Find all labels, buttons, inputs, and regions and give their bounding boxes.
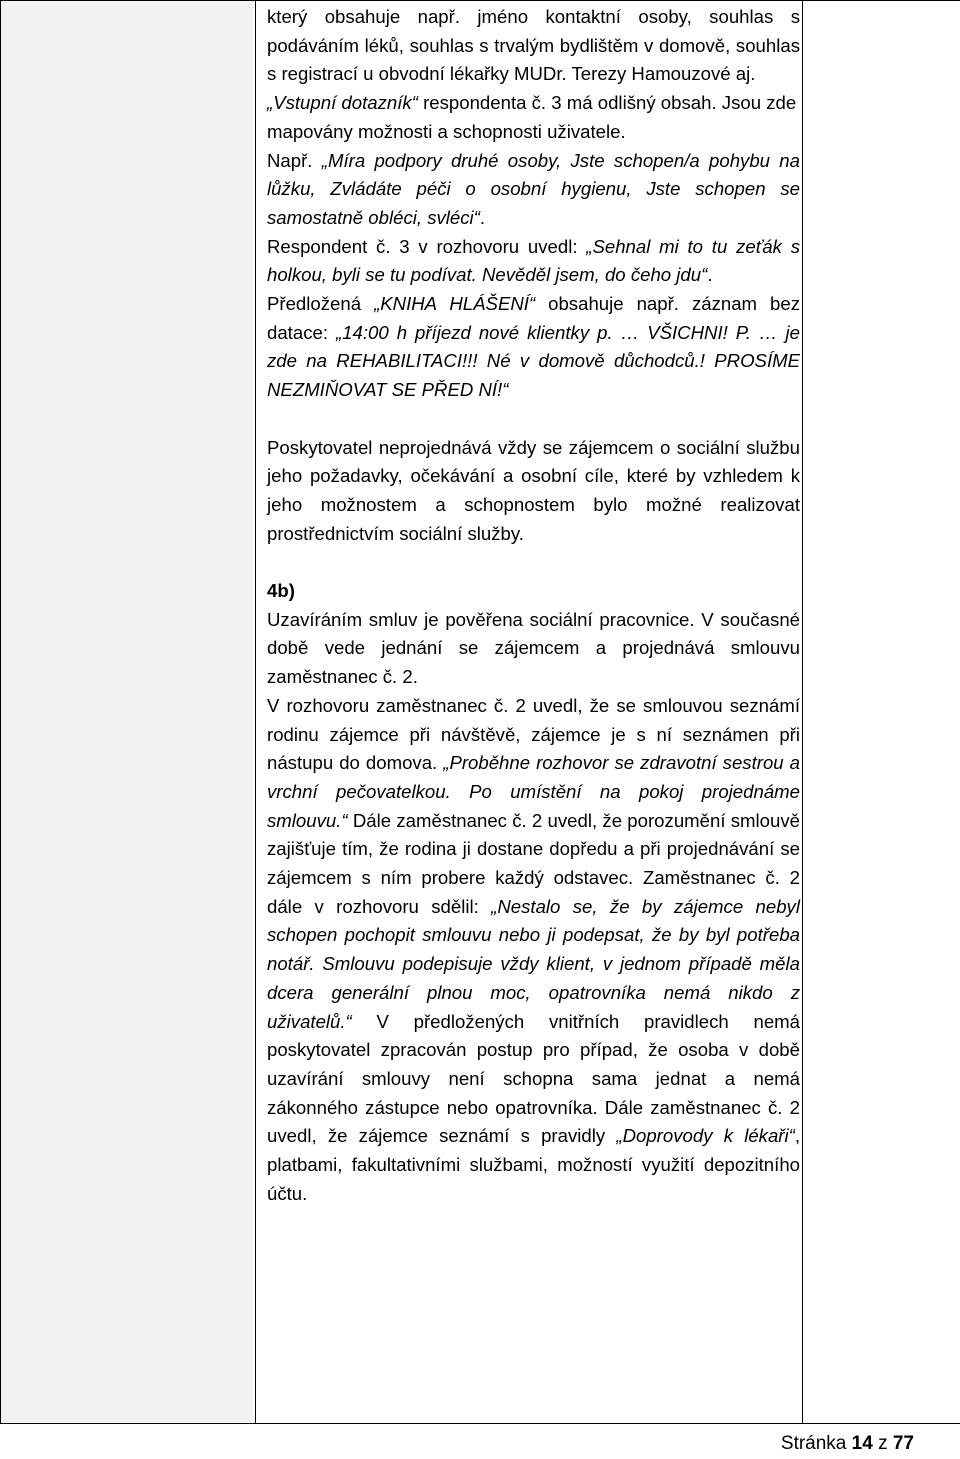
kniha-record: „14:00 h příjezd nové klientky p. … VŠICHNI! P. … je zde na REHABILITACI!!! Né v domově důchodců.! PROSÍME NEZMIŇOVAT SE PŘED NÍ!“ <box>267 321 800 401</box>
paragraph-napr <box>267 147 800 233</box>
spacer <box>267 548 800 577</box>
rozhovor-end: , platbami, fakultativními službami, možností využití depozitního účtu. <box>267 1125 800 1204</box>
paragraph-contents <box>267 3 800 89</box>
paragraph-vstupni <box>267 89 800 146</box>
paragraph-poskytovatel <box>267 434 800 549</box>
left-column-shading <box>1 1 253 1422</box>
kniha-quote: „KNIHA HLÁŠENÍ“ <box>374 293 536 315</box>
uzavirani-text: Uzavíráním smluv je pověřena sociální pracovnice. V současné době vede jednání se zájemcem a projednává smlouvu zaměstnanec č. 2. <box>267 608 800 688</box>
section-heading: 4b) <box>267 580 295 602</box>
rozhovor-quote-1: „Proběhne rozhovor se zdravotní sestrou a vrchní pečovatelkou. Po umístění na pokoj projednáme smlouvu.“ <box>267 752 800 831</box>
rozhovor-mid-1: Dále zaměstnanec č. 2 uvedl, že porozumění smlouvě zajišťuje tím, že rodina ji dostane dopředu a při projednávání se zájemcem s ním probere každý odstavec. Zaměstnanec č. 2 dále v rozhovoru sdělil: <box>267 809 800 917</box>
kniha-mid: obsahuje např. záznam bez datace: <box>267 293 801 343</box>
paragraph-rozhovor <box>267 692 800 1209</box>
spacer <box>267 405 800 434</box>
paragraph-uzavirani <box>267 606 800 692</box>
napr-quote: „Míra podpory druhé osoby, Jste schopen/a pohybu na lůžku, Zvládáte péči o osobní hygienu, Jste schopen se samostatně obléci, svléci“ <box>267 149 800 228</box>
rozhovor-quote-2: „Nestalo se, že by zájemce nebyl schopen pochopit smlouvu nebo ji podepsat, že by byl potřeba notář. Smlouvu podepisuje vždy klient, v jednom případě měla dcera generální plnou moc, opatrovníka nemá nikdo z uživatelů.“ <box>267 895 800 1032</box>
page-footer <box>781 1432 914 1456</box>
kniha-prefix: Předložená <box>267 293 375 315</box>
napr-end: . <box>479 206 486 228</box>
footer-separator: z <box>872 1433 893 1454</box>
rozhovor-mid-2: V předložených vnitřních pravidlech nemá poskytovatel zpracován postup pro případ, že osoba v době uzavírání smlouvy není schopna sama jednat a nemá zákonného zástupce nebo opatrovníka. Dále zaměstnanec č. 2 uvedl, že zájemce seznámí s pravidly <box>267 1010 800 1147</box>
page-total: 77 <box>892 1433 914 1454</box>
right-column-cell <box>803 1 960 1424</box>
paragraph-respondent <box>267 233 800 290</box>
respondent-prefix: Respondent č. 3 v rozhovoru uvedl: <box>267 235 587 257</box>
vstupni-quote: „Vstupní dotazník“ <box>267 92 418 114</box>
contents-text: který obsahuje např. jméno kontaktní osoby, souhlas s podáváním léků, souhlas s trvalým bydlištěm v domově, souhlas s registrací u obvodní lékařky MUDr. Terezy Hamouzové aj. <box>267 6 800 85</box>
napr-prefix: Např. <box>267 149 322 171</box>
footer-prefix: Stránka <box>780 1433 852 1454</box>
poskytovatel-text: Poskytovatel neprojednává vždy se zájemcem o sociální službu jeho požadavky, očekávání a osobní cíle, které by vzhledem k jeho možnostem a schopnostem bylo možné realizovat prostřednictvím sociální služby. <box>267 436 800 544</box>
vstupni-text: respondenta č. 3 má odlišný obsah. Jsou zde mapovány možnosti a schopnosti uživatele. <box>267 92 797 142</box>
respondent-quote: „Sehnal mi to tu zeťák s holkou, byli se tu podívat. Nevěděl jsem, do čeho jdu“ <box>267 235 800 286</box>
rozhovor-quote-3: „Doprovody k lékaři“ <box>616 1125 795 1147</box>
respondent-end: . <box>707 264 713 286</box>
paragraph-kniha <box>267 290 800 405</box>
cell-content <box>267 3 800 1209</box>
page-number: 14 <box>851 1433 873 1454</box>
rozhovor-start: V rozhovoru zaměstnanec č. 2 uvedl, že se smlouvou seznámí rodinu zájemce při návštěvě, zájemce je s ní seznámen při nástupu do domova. <box>267 694 800 774</box>
